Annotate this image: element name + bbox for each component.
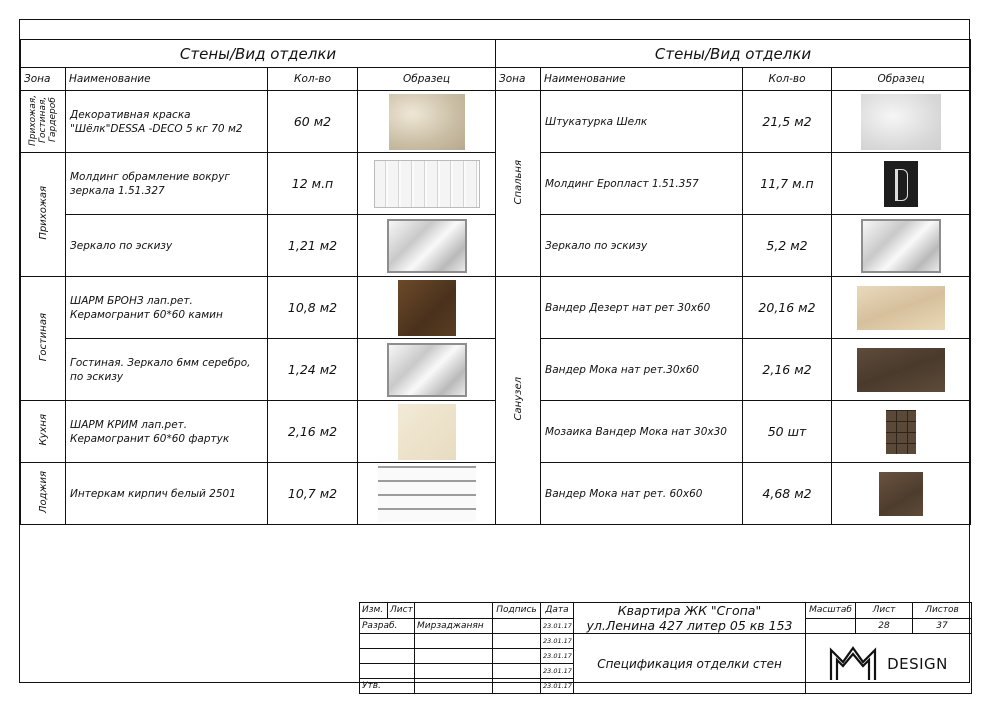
item-name: Гостиная. Зеркало 6мм серебро, по эскизу [66,339,268,401]
item-name: Молдинг обрамление вокруг зеркала 1.51.327 [66,153,268,215]
right-spec-table [495,39,971,525]
table-row [21,153,496,215]
sample-cell [832,215,971,277]
item-name: ШАРМ БРОНЗ лап.рет. Керамогранит 60*60 камин [66,277,268,339]
zone-cell [21,153,66,277]
m-logo-icon [829,646,877,682]
sheet-label: Лист [856,603,913,619]
table-row [21,215,496,277]
sample-cell [358,463,496,525]
silk-paint-swatch [389,94,465,150]
data-label: Дата [541,603,574,619]
zone-label: Спальня [512,159,524,205]
molding-swatch [374,160,480,208]
item-qty: 20,16 м2 [743,277,832,339]
zone-cell [21,463,66,525]
utv-label: Утв. [360,679,415,694]
sample-cell [832,277,971,339]
logo-cell [806,634,972,694]
item-name: Вандер Мока нат рет. 60х60 [541,463,743,525]
sample-cell [358,91,496,153]
sample-header: Образец [832,68,971,91]
project-address: ул.Ленина 427 литер 05 кв 153 [586,618,793,633]
item-qty: 12 м.п [268,153,358,215]
zone-label: Лоджия [37,470,49,514]
item-name: Вандер Дезерт нат рет 30х60 [541,277,743,339]
section-title: Стены/Вид отделки [496,40,971,68]
zone-cell [496,91,541,277]
date-value: 23.01.17 [541,664,574,679]
bronze-tile-swatch [398,280,456,336]
item-qty: 60 м2 [268,91,358,153]
item-qty: 5,2 м2 [743,215,832,277]
item-name: Интеркам кирпич белый 2501 [66,463,268,525]
left-spec-table [20,39,496,525]
sample-cell [358,401,496,463]
logo [808,634,969,693]
table-row [496,401,971,463]
mirror-swatch [387,219,467,273]
title-block [359,602,972,694]
desert-tile-swatch [857,286,945,330]
sample-cell [832,91,971,153]
author-name: Мирзаджанян [415,618,493,634]
date-value: 23.01.17 [541,679,574,694]
item-qty: 10,8 м2 [268,277,358,339]
item-qty: 11,7 м.п [743,153,832,215]
item-name: Молдинг Еропласт 1.51.357 [541,153,743,215]
item-name: Зеркало по эскизу [541,215,743,277]
sample-cell [358,153,496,215]
zone-cell [21,401,66,463]
table-row [496,463,971,525]
drawing-sheet [19,19,970,691]
moka-tile-60-swatch [879,472,923,516]
molding-profile-swatch [884,161,918,207]
silk-plaster-swatch [861,94,941,150]
item-name: ШАРМ КРИМ лап.рет. Керамогранит 60*60 фартук [66,401,268,463]
name-header: Наименование [541,68,743,91]
section-title: Стены/Вид отделки [21,40,496,68]
sample-cell [832,339,971,401]
zone-header: Зона [496,68,541,91]
table-row [21,401,496,463]
zone-header: Зона [21,68,66,91]
mirror-swatch [861,219,941,273]
sample-cell [358,215,496,277]
sample-cell [358,339,496,401]
zone-cell [21,277,66,401]
mirror-swatch [387,343,467,397]
cream-tile-swatch [398,404,456,460]
sheet-number: 28 [856,618,913,634]
zone-label: Прихожая [37,186,49,240]
masshtab-label: Масштаб [806,603,856,619]
logo-text: DESIGN [887,654,948,673]
moka-tile-swatch [857,348,945,392]
list-label: Лист [388,603,415,619]
sample-cell [832,463,971,525]
table-row [21,277,496,339]
date-value: 23.01.17 [541,634,574,649]
zone-label: Прихожая, Гостиная, Гардероб [28,94,58,146]
qty-header: Кол-во [743,68,832,91]
table-row [496,91,971,153]
moka-mosaic-swatch [886,410,916,454]
item-qty: 1,24 м2 [268,339,358,401]
podpis-label: Подпись [493,603,541,619]
item-name: Зеркало по эскизу [66,215,268,277]
zone-label: Кухня [37,414,49,446]
item-qty: 2,16 м2 [268,401,358,463]
date-value: 23.01.17 [541,649,574,664]
item-name: Декоративная краска "Шёлк"DESSA -DECO 5 кг 70 м2 [66,91,268,153]
table-row [496,215,971,277]
zone-label: Санузел [512,377,524,421]
razrab-label: Разраб. [360,618,415,634]
item-name: Штукатурка Шелк [541,91,743,153]
sample-cell [832,153,971,215]
item-qty: 2,16 м2 [743,339,832,401]
item-qty: 10,7 м2 [268,463,358,525]
table-row [496,153,971,215]
white-brick-swatch [378,466,476,522]
qty-header: Кол-во [268,68,358,91]
sample-cell [832,401,971,463]
table-row [21,463,496,525]
item-name: Мозаика Вандер Мока нат 30х30 [541,401,743,463]
project-name: Квартира ЖК "Cгопа" [617,603,762,618]
table-row [21,339,496,401]
zone-cell [496,277,541,525]
sheets-label: Листов [913,603,972,619]
item-qty: 4,68 м2 [743,463,832,525]
zone-label: Гостиная [37,312,49,362]
item-qty: 1,21 м2 [268,215,358,277]
sample-cell [358,277,496,339]
sample-header: Образец [358,68,496,91]
item-name: Вандер Мока нат рет.30х60 [541,339,743,401]
sheets-total: 37 [913,618,972,634]
project-cell [574,603,806,634]
izm-label: Изм. [360,603,388,619]
document-title: Спецификация отделки стен [574,634,806,694]
zone-cell [21,91,66,153]
item-qty: 21,5 м2 [743,91,832,153]
table-row [21,91,496,153]
table-row [496,277,971,339]
date-value: 23.01.17 [541,618,574,634]
name-header: Наименование [66,68,268,91]
table-row [496,339,971,401]
item-qty: 50 шт [743,401,832,463]
